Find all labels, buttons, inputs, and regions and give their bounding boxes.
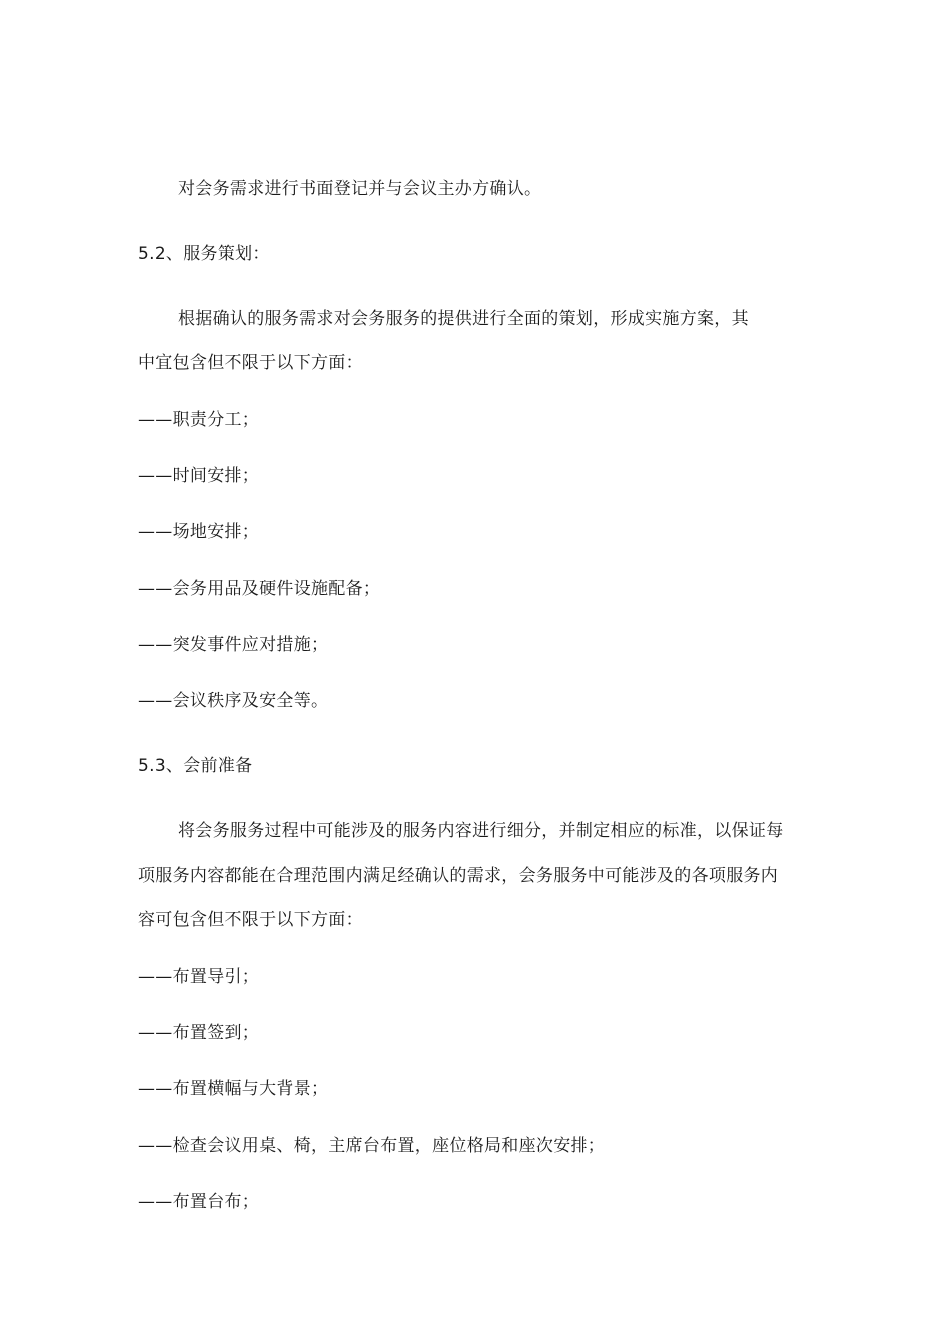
list-item: ——时间安排；	[138, 466, 260, 486]
list-item: ——布置导引；	[138, 967, 260, 987]
list-item: ——检查会议用桌、椅，主席台布置，座位格局和座次安排；	[138, 1136, 606, 1156]
section-heading-5-2: 5.2、服务策划：	[138, 244, 270, 264]
paragraph-prep-line-1: 将会务服务过程中可能涉及的服务内容进行细分，并制定相应的标准，以保证每	[178, 821, 784, 841]
list-item: ——职责分工；	[138, 410, 260, 430]
paragraph-prep-line-2: 项服务内容都能在合理范围内满足经确认的需求，会务服务中可能涉及的各项服务内	[138, 866, 779, 886]
paragraph-confirm: 对会务需求进行书面登记并与会议主办方确认。	[178, 179, 542, 199]
list-item: ——突发事件应对措施；	[138, 635, 329, 655]
paragraph-planning-line-1: 根据确认的服务需求对会务服务的提供进行全面的策划，形成实施方案，其	[178, 309, 749, 329]
list-item: ——会务用品及硬件设施配备；	[138, 579, 381, 599]
list-item: ——场地安排；	[138, 522, 260, 542]
paragraph-prep-line-3: 容可包含但不限于以下方面：	[138, 910, 363, 930]
list-item: ——布置横幅与大背景；	[138, 1079, 329, 1099]
list-item: ——布置台布；	[138, 1192, 260, 1212]
paragraph-planning-line-2: 中宜包含但不限于以下方面：	[138, 353, 363, 373]
list-item: ——会议秩序及安全等。	[138, 691, 329, 711]
list-item: ——布置签到；	[138, 1023, 260, 1043]
section-heading-5-3: 5.3、会前准备	[138, 756, 253, 776]
